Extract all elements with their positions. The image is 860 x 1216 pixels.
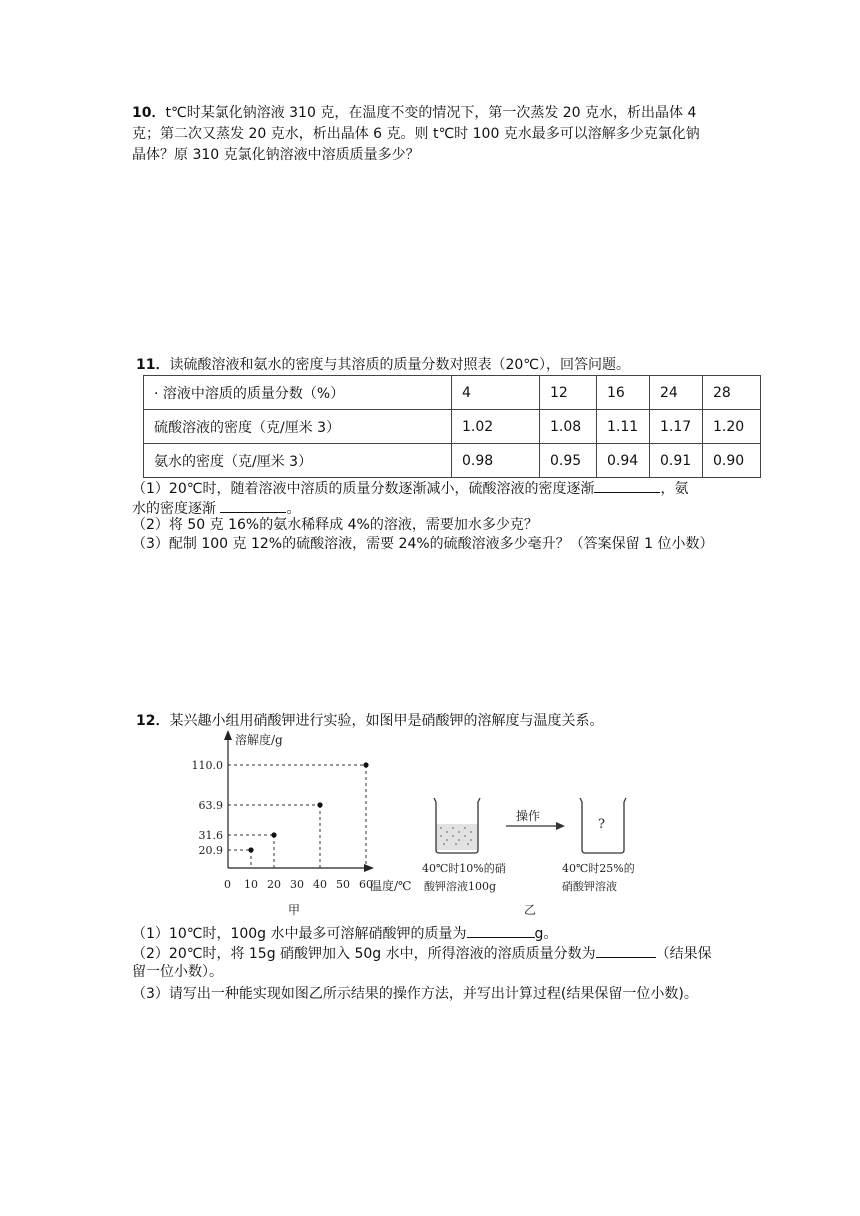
table-row (144, 376, 761, 410)
table-cell: 16 (597, 376, 650, 410)
q12-sub1: （1）10℃时，100g 水中最多可溶解硝酸钾的质量为 g。 (132, 922, 557, 945)
q12-sub2-line1: （2）20℃时，将 15g 硝酸钾加入 50g 水中，所得溶液的溶质质量分数为 （结果保 (132, 942, 712, 965)
right-beaker-label-line2: 硝酸钾溶液 (562, 880, 617, 893)
table-cell: 24 (650, 376, 703, 410)
answer-blank[interactable] (220, 497, 286, 513)
q12-sub3: （3）请写出一种能实现如图乙所示结果的操作方法，并写出计算过程(结果保留一位小数)。 (132, 986, 698, 1002)
q10-line2: 克；第二次又蒸发 20 克水，析出晶体 6 克。则 t℃时 100 克水最多可以溶解多少克氯化钠 (132, 126, 700, 142)
density-table (143, 375, 761, 478)
answer-blank[interactable] (596, 942, 656, 958)
q11-intro: 11．读硫酸溶液和氨水的密度与其溶质的质量分数对照表（20℃），回答问题。 (136, 357, 631, 373)
table-cell: 0.94 (597, 444, 650, 478)
guide-lines (228, 765, 366, 868)
right-beaker (580, 798, 626, 853)
answer-blank[interactable] (467, 922, 535, 938)
figure-b-caption: 乙 (524, 903, 537, 917)
chart-axes (228, 736, 368, 868)
table-cell: 氨水的密度（克/厘米 3） (144, 444, 452, 478)
x-tick-label: 60 (359, 878, 373, 891)
table-cell: 1.20 (703, 410, 761, 444)
table-cell: 1.17 (650, 410, 703, 444)
y-tick-label: 63.9 (198, 799, 223, 812)
figure-a-caption: 甲 (288, 903, 301, 917)
x-tick-label: 20 (267, 878, 281, 891)
table-row (144, 444, 761, 478)
table-cell: 1.02 (452, 410, 540, 444)
table-cell: 4 (452, 376, 540, 410)
table-cell: 1.08 (540, 410, 597, 444)
table-cell: 0.91 (650, 444, 703, 478)
arrow-label: 操作 (516, 809, 541, 823)
left-beaker-label-line1: 40℃时10%的硝 (422, 862, 506, 875)
answer-blank[interactable] (594, 477, 660, 493)
table-cell: 0.95 (540, 444, 597, 478)
table-cell: 28 (703, 376, 761, 410)
table-cell: 0.90 (703, 444, 761, 478)
table-cell: 12 (540, 376, 597, 410)
y-tick-labels (192, 759, 224, 857)
data-points (248, 762, 368, 852)
q11-sub3: （3）配制 100 克 12%的硫酸溶液，需要 24%的硫酸溶液多少毫升？（答案保留 1 位小数） (132, 536, 714, 552)
y-axis-label: 溶解度/g (235, 733, 283, 747)
data-point (317, 802, 322, 807)
q12-number: 12． (136, 713, 170, 729)
table-row (144, 410, 761, 444)
table-cell: 0.98 (452, 444, 540, 478)
q10-line1: 10．t℃时某氯化钠溶液 310 克，在温度不变的情况下，第一次蒸发 20 克水，析出晶体 4 (132, 105, 697, 121)
table-cell: 1.11 (597, 410, 650, 444)
solubility-chart (180, 728, 440, 918)
solution-liquid (436, 824, 478, 850)
left-beaker (434, 798, 480, 853)
q11-sub1-line1: （1）20℃时，随着溶液中溶质的质量分数逐渐减小，硫酸溶液的密度逐渐 ，氨 (132, 477, 688, 500)
q11-sub1-line2: 水的密度逐渐 。 (132, 497, 300, 520)
q12-intro: 12．某兴趣小组用硝酸钾进行实验，如图甲是硝酸钾的溶解度与温度关系。 (136, 713, 604, 729)
x-tick-labels (244, 878, 373, 891)
right-beaker-label-line1: 40℃时25%的 (562, 862, 635, 875)
y-axis-arrow (224, 730, 232, 740)
y-tick-label: 31.6 (198, 829, 223, 842)
data-point (363, 762, 368, 767)
x-tick-label: 30 (290, 878, 304, 891)
x-tick-label: 10 (244, 878, 258, 891)
x-axis-label: 温度/℃ (370, 879, 412, 893)
data-point (248, 847, 253, 852)
x-tick-label: 50 (336, 878, 350, 891)
q11-sub2: （2）将 50 克 16%的氨水稀释成 4%的溶液，需要加水多少克？ (132, 517, 538, 533)
data-point (271, 832, 276, 837)
beaker-diagram (420, 780, 650, 920)
q10-number: 10． (132, 105, 166, 121)
unknown-mark: ? (598, 817, 605, 832)
x-tick-label: 40 (313, 878, 327, 891)
left-beaker-label-line2: 酸钾溶液100g (424, 880, 497, 893)
y-tick-label: 110.0 (191, 759, 223, 772)
table-cell: · 溶液中溶质的质量分数（%） (144, 376, 452, 410)
y-tick-label: 20.9 (198, 844, 223, 857)
q12-sub2-line2: 留一位小数）。 (132, 964, 223, 980)
operation-arrow (506, 808, 565, 830)
table-cell: 硫酸溶液的密度（克/厘米 3） (144, 410, 452, 444)
origin-label: 0 (224, 878, 231, 891)
q10-line3: 晶体？原 310 克氯化钠溶液中溶质质量多少？ (132, 147, 420, 163)
q11-number: 11． (136, 357, 170, 373)
